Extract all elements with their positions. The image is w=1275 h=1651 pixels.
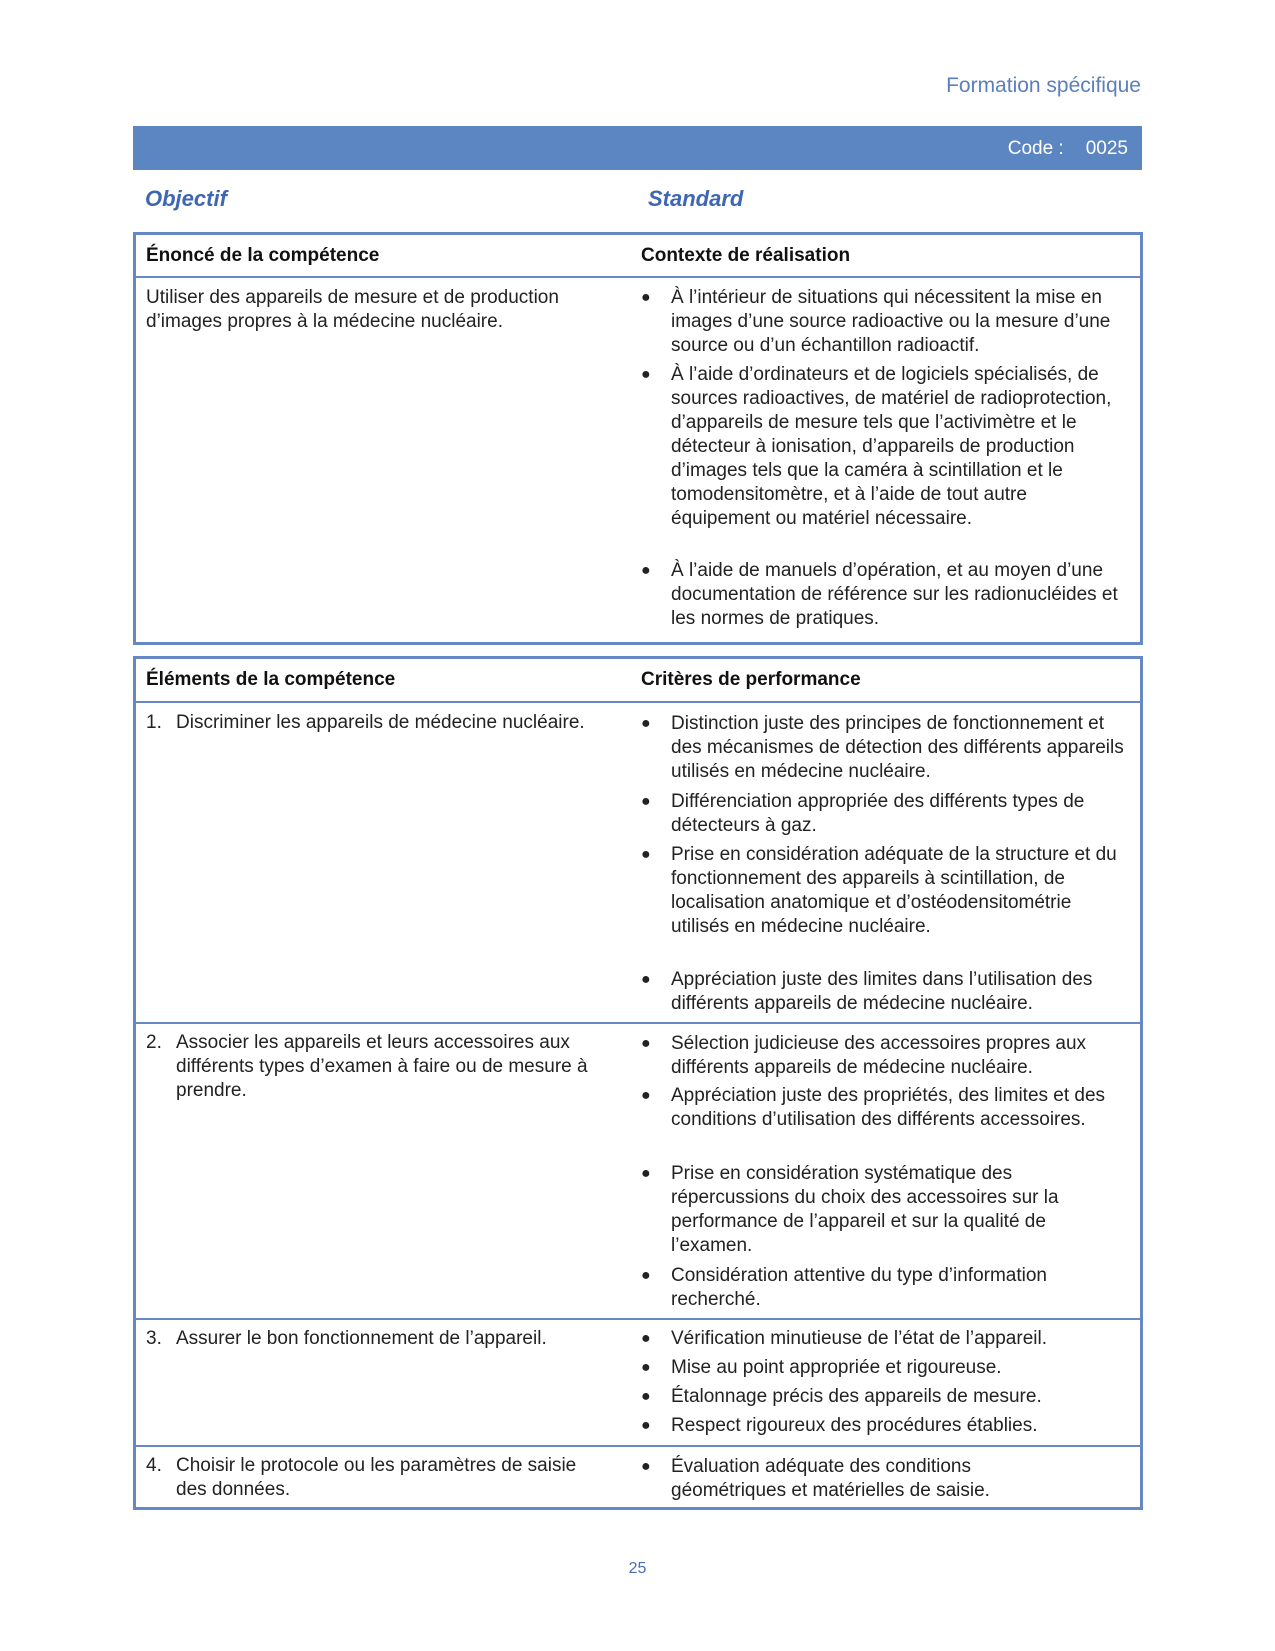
bullet-icon: ●	[641, 846, 651, 863]
criterion-text: Prise en considération systématique des répercussions du choix des accessoires sur la performance de l’appareil et sur la qualité de l’examen.	[671, 1163, 1059, 1256]
competence-statement-line: Utiliser des appareils de mesure et de production	[146, 287, 559, 308]
row-divider	[136, 1022, 1140, 1024]
code-label-text: Code :	[1007, 138, 1064, 159]
document-section-title: Formation spécifique	[946, 74, 1141, 97]
competence-statement-heading: Énoncé de la compétence	[146, 245, 380, 266]
bullet-icon: ●	[641, 1330, 651, 1347]
bullet-icon: ●	[641, 562, 651, 579]
criterion-item	[641, 1162, 1131, 1258]
criterion-text: Mise au point appropriée et rigoureuse.	[671, 1357, 1002, 1378]
element-text: Choisir le protocole ou les paramètres de saisie des données.	[176, 1455, 577, 1500]
criterion-item	[641, 1356, 1131, 1380]
element-number: 2.	[146, 1032, 162, 1053]
bullet-icon: ●	[641, 715, 651, 732]
competence-table	[133, 232, 1143, 645]
criterion-item	[641, 1385, 1131, 1409]
context-item	[641, 559, 1121, 631]
elements-table	[133, 656, 1143, 1510]
element-item	[146, 711, 606, 735]
element-item	[146, 1454, 606, 1502]
criterion-text: Appréciation juste des limites dans l’utilisation des différents appareils de médecine nucléaire.	[671, 969, 1093, 1014]
criterion-text: Vérification minutieuse de l’état de l’appareil.	[671, 1328, 1047, 1349]
context-text: À l’aide de manuels d’opération, et au moyen d’une documentation de référence sur les radionucléides et les normes de pratiques.	[671, 560, 1118, 629]
code-bar	[133, 126, 1142, 170]
bullet-icon: ●	[641, 971, 651, 988]
element-item	[146, 1327, 636, 1351]
criterion-item	[641, 843, 1131, 939]
competence-statement-line: d’images propres à la médecine nucléaire.	[146, 311, 503, 332]
competence-statement	[146, 286, 626, 334]
criterion-text: Appréciation juste des propriétés, des limites et des conditions d’utilisation des différents accessoires.	[671, 1085, 1106, 1130]
bullet-icon: ●	[641, 289, 651, 306]
context-heading: Contexte de réalisation	[641, 245, 851, 266]
bullet-icon: ●	[641, 1087, 651, 1104]
row-divider	[136, 1445, 1140, 1447]
element-number: 4.	[146, 1455, 162, 1476]
header-divider	[136, 701, 1140, 703]
criterion-item	[641, 1032, 1131, 1080]
criterion-item	[641, 1455, 1031, 1503]
context-text: À l’intérieur de situations qui nécessitent la mise en images d’une source radioactive ou la mesure d’une source ou d’un échantillon radioactif.	[671, 287, 1111, 356]
criterion-item	[641, 1264, 1131, 1312]
criterion-text: Prise en considération adéquate de la structure et du fonctionnement des appareils à scintillation, de localisation anatomique et d’ostéodensitométrie utilisés en médecine nucléaire.	[671, 844, 1117, 937]
code-label	[1008, 138, 1128, 160]
criterion-item	[641, 790, 1131, 838]
bullet-icon: ●	[641, 1165, 651, 1182]
element-text: Discriminer les appareils de médecine nucléaire.	[176, 712, 585, 733]
bullet-icon: ●	[641, 1035, 651, 1052]
criterion-item	[641, 968, 1131, 1016]
bullet-icon: ●	[641, 1359, 651, 1376]
criterion-text: Évaluation adéquate des conditions géométriques et matérielles de saisie.	[671, 1456, 990, 1501]
criterion-item	[641, 1414, 1131, 1438]
standard-heading: Standard	[648, 186, 744, 211]
element-text: Assurer le bon fonctionnement de l’appareil.	[176, 1328, 547, 1349]
element-item	[146, 1031, 636, 1103]
criterion-text: Respect rigoureux des procédures établies.	[671, 1415, 1038, 1436]
criterion-item	[641, 1084, 1131, 1132]
context-item	[641, 363, 1121, 531]
criteria-heading: Critères de performance	[641, 669, 861, 690]
criterion-text: Considération attentive du type d’information recherché.	[671, 1265, 1048, 1310]
criterion-text: Sélection judicieuse des accessoires propres aux différents appareils de médecine nucléaire.	[671, 1033, 1087, 1078]
code-value: 0025	[1085, 138, 1128, 159]
header-divider	[136, 276, 1140, 278]
objective-heading: Objectif	[145, 186, 227, 211]
criterion-text: Distinction juste des principes de fonctionnement et des mécanismes de détection des différents appareils utilisés en médecine nucléaire.	[671, 713, 1124, 782]
bullet-icon: ●	[641, 1267, 651, 1284]
criterion-item	[641, 1327, 1131, 1351]
context-text: À l’aide d’ordinateurs et de logiciels spécialisés, de sources radioactives, de matériel de radioprotection, d’appareils de mesure tels que l’activimètre et le détecteur à ionisation, d’appareils de production d’images tels que la caméra à scintillation et le tomodensitomètre, et à l’aide de tout autre équipement ou matériel nécessaire.	[671, 364, 1112, 529]
row-divider	[136, 1318, 1140, 1320]
bullet-icon: ●	[641, 1458, 651, 1475]
element-number: 3.	[146, 1328, 162, 1349]
page-number: 25	[628, 1560, 647, 1577]
bullet-icon: ●	[641, 1388, 651, 1405]
context-item	[641, 286, 1121, 358]
bullet-icon: ●	[641, 1417, 651, 1434]
elements-heading: Éléments de la compétence	[146, 669, 396, 690]
criterion-text: Étalonnage précis des appareils de mesure.	[671, 1386, 1042, 1407]
element-text: Associer les appareils et leurs accessoires aux différents types d’examen à faire ou de mesure à prendre.	[176, 1032, 588, 1101]
bullet-icon: ●	[641, 793, 651, 810]
bullet-icon: ●	[641, 366, 651, 383]
criterion-text: Différenciation appropriée des différents types de détecteurs à gaz.	[671, 791, 1085, 836]
element-number: 1.	[146, 712, 162, 733]
section-headings	[145, 186, 1145, 218]
criterion-item	[641, 712, 1131, 784]
